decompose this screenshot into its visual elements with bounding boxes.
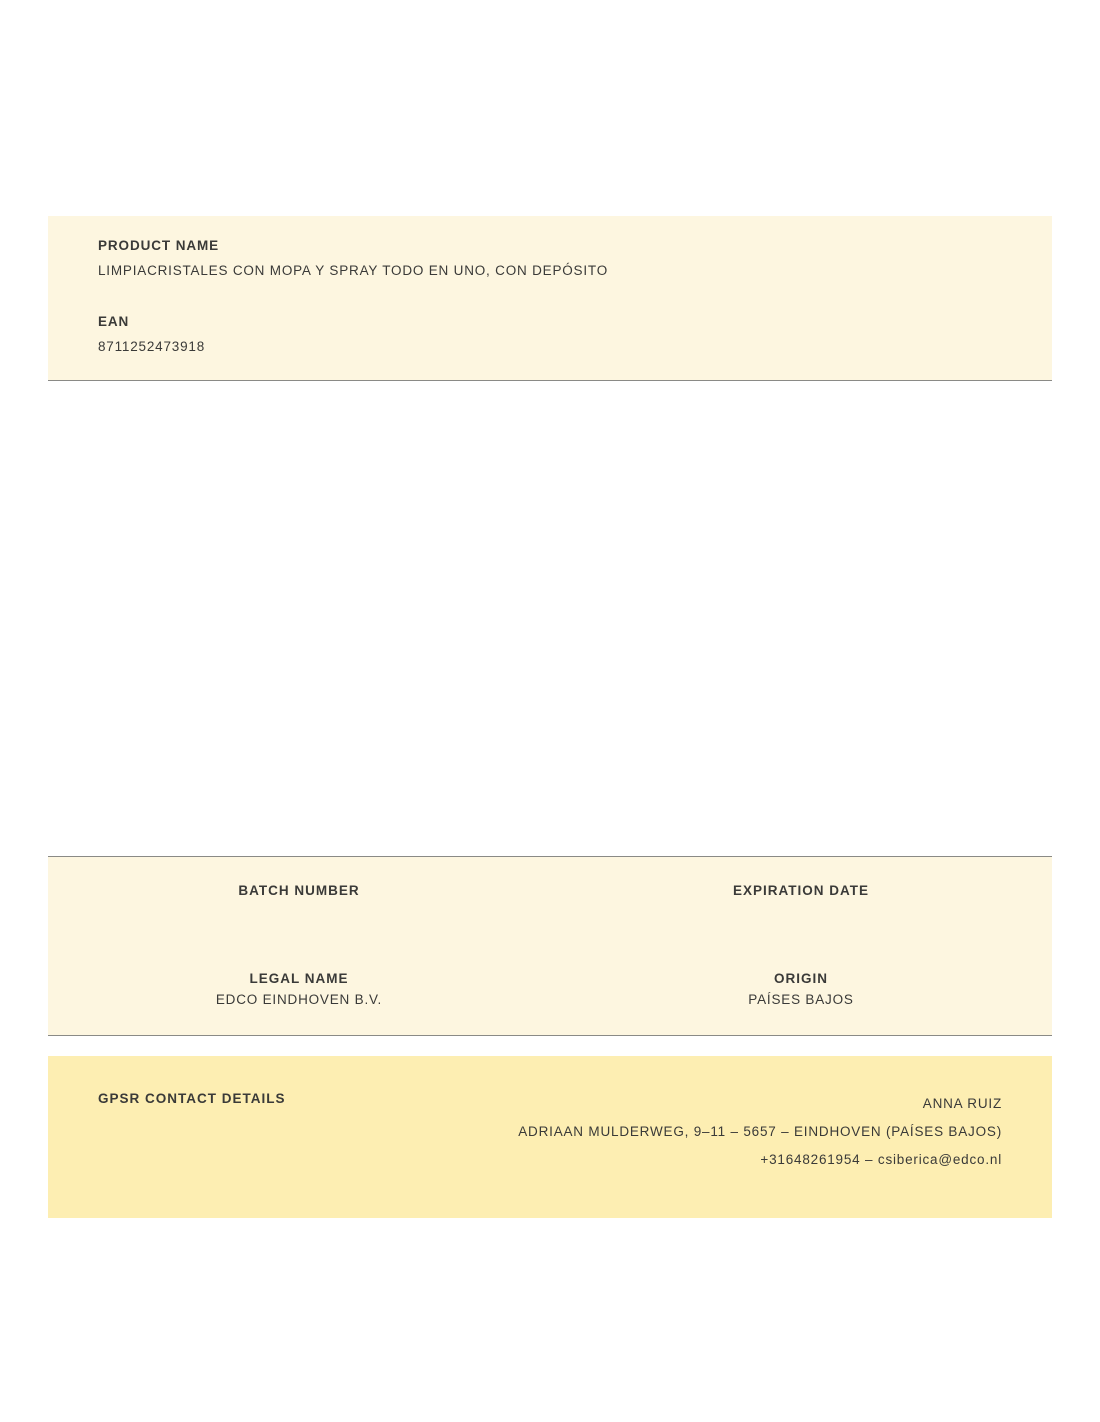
ean-value: 8711252473918 [98, 339, 206, 354]
batch-number-cell [48, 883, 550, 921]
legal-name-value: EDCO EINDHOVEN B.V. [215, 992, 383, 1007]
batch-row-spacer [48, 921, 1052, 971]
blank-content-area [48, 398, 1052, 856]
product-name-value: LIMPIACRISTALES CON MOPA Y SPRAY TODO EN UNO, CON DEPÓSITO [98, 263, 609, 278]
ean-label: EAN [98, 314, 130, 329]
gpsr-contact-phone-email: +31648261954 – csiberica@edco.nl [760, 1152, 1002, 1167]
gpsr-contact-person: ANNA RUIZ [922, 1096, 1002, 1111]
expiration-date-value [570, 904, 1032, 921]
product-name-label: PRODUCT NAME [98, 238, 220, 253]
origin-cell [550, 971, 1052, 1009]
product-name-field [98, 238, 1002, 278]
gpsr-contact-block [48, 1056, 1052, 1218]
batch-number-value [68, 904, 530, 921]
origin-label: ORIGIN [773, 971, 828, 986]
gpsr-contact-lines [518, 1090, 1002, 1174]
legal-name-label: LEGAL NAME [249, 971, 349, 986]
product-info-block [48, 216, 1052, 381]
legal-row [48, 971, 1052, 1009]
gpsr-contact-label: GPSR CONTACT DETAILS [98, 1091, 286, 1106]
expiration-date-label: EXPIRATION DATE [732, 883, 869, 898]
ean-field [98, 314, 1002, 354]
batch-number-label: BATCH NUMBER [238, 883, 360, 898]
batch-row [48, 883, 1052, 921]
expiration-date-cell [550, 883, 1052, 921]
gpsr-contact-address: ADRIAAN MULDERWEG, 9–11 – 5657 – EINDHOVEN (PAÍSES BAJOS) [518, 1124, 1002, 1139]
batch-legal-block [48, 856, 1052, 1036]
legal-name-cell [48, 971, 550, 1009]
origin-value: PAÍSES BAJOS [748, 992, 854, 1007]
gpsr-inner [48, 1090, 1052, 1174]
